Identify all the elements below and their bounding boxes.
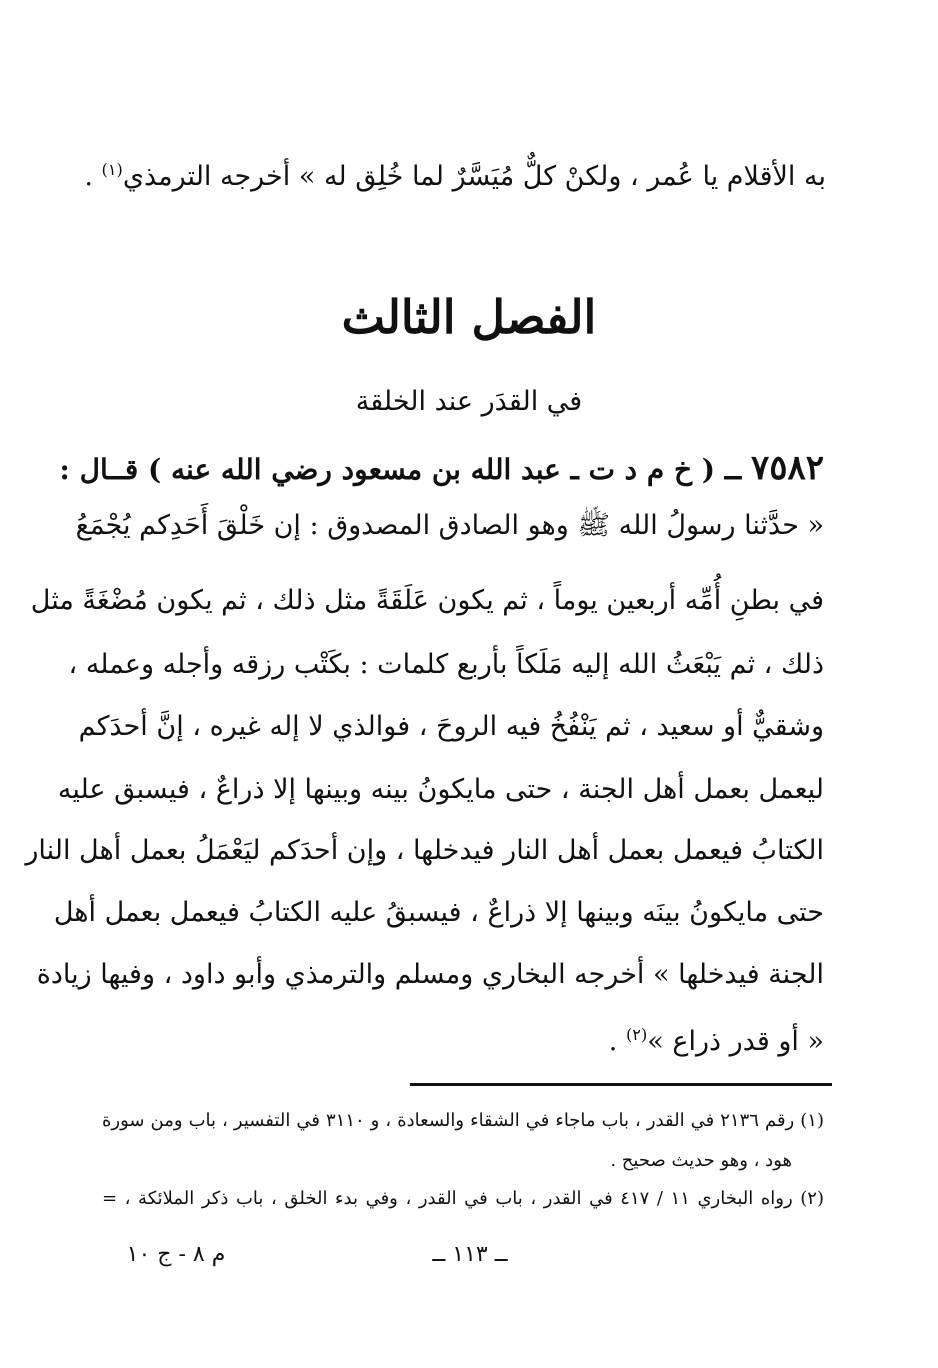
printer-signature: م ٨ - ج ١٠ <box>126 1242 226 1267</box>
hadith-last-end: . <box>608 1026 626 1057</box>
chapter-subtitle: في القدَر عند الخلقة <box>355 386 583 417</box>
continuation-end: . <box>84 161 102 192</box>
chapter-title: الفصل الثالث <box>341 290 597 344</box>
footnote-1: (١) رقم ٢١٣٦ في القدر ، باب ماجاء في الشقاء والسعادة ، و ٣١١٠ في التفسير ، باب ومن سورة <box>102 1110 824 1131</box>
hadith-number: ٧٥٨٢ <box>750 448 824 488</box>
footnote-divider <box>410 1083 832 1086</box>
footnote-2: (٢) رواه البخاري ١١ / ٤١٧ في القدر ، باب في القدر ، وفي بدء الخلق ، باب ذكر الملائكة ، = <box>102 1188 824 1209</box>
footnote-1-continuation: هود ، وهو حديث صحيح . <box>610 1150 792 1171</box>
continuation-text: به الأقلام يا عُمر ، ولكنْ كلٌّ مُيَسَّرٌ لما خُلِق له » أخرجه الترمذي <box>122 161 826 192</box>
page-number: ــ ١١٣ ــ <box>432 1242 508 1267</box>
footnote-ref-1: (١) <box>101 160 123 179</box>
hadith-line: الكتابُ فيعمل بعمل أهل النار فيدخلها ، وإن أحدَكم ليَعْمَلُ بعمل أهل النار <box>25 835 824 866</box>
hadith-line: وشقيٌّ أو سعيد ، ثم يَنْفُخُ فيه الروحَ ، فوالذي لا إله غيره ، إنَّ أحدَكم <box>78 711 824 742</box>
continuation-line <box>84 150 826 194</box>
hadith-last-text: « أو قدر ذراع » <box>647 1026 824 1057</box>
hadith-header <box>59 446 824 494</box>
hadith-line: ليعمل بعمل أهل الجنة ، حتى مايكونُ بينه وبينها إلا ذراعٌ ، فيسبق عليه <box>57 774 824 805</box>
hadith-source: ــ ( خ م د ت ـ عبد الله بن مسعود رضي الله عنه ) قــال : <box>59 453 742 486</box>
hadith-line: ذلك ، ثم يَبْعَثُ الله إليه مَلَكاً بأربع كلمات : بكَتْب رزقه وأجله وعمله ، <box>68 649 824 680</box>
hadith-line: حتى مايكونُ بينَه وبينها إلا ذراعٌ ، فيسبقُ عليه الكتابُ فيعمل بعمل أهل <box>53 897 824 928</box>
hadith-last-line <box>102 1015 824 1059</box>
hadith-line: « حدَّثنا رسولُ الله ﷺ وهو الصادق المصدوق : إن خَلْقَ أَحَدِكم يُجْمَعُ <box>75 510 824 541</box>
footnote-ref-2: (٢) <box>625 1025 648 1044</box>
hadith-line: الجنة فيدخلها » أخرجه البخاري ومسلم والترمذي وأبو داود ، وفيها زيادة <box>36 959 824 990</box>
hadith-line: في بطنِ أُمِّه أربعين يوماً ، ثم يكون عَلَقَةً مثل ذلك ، ثم يكون مُضْغَةً مثل <box>30 585 824 616</box>
